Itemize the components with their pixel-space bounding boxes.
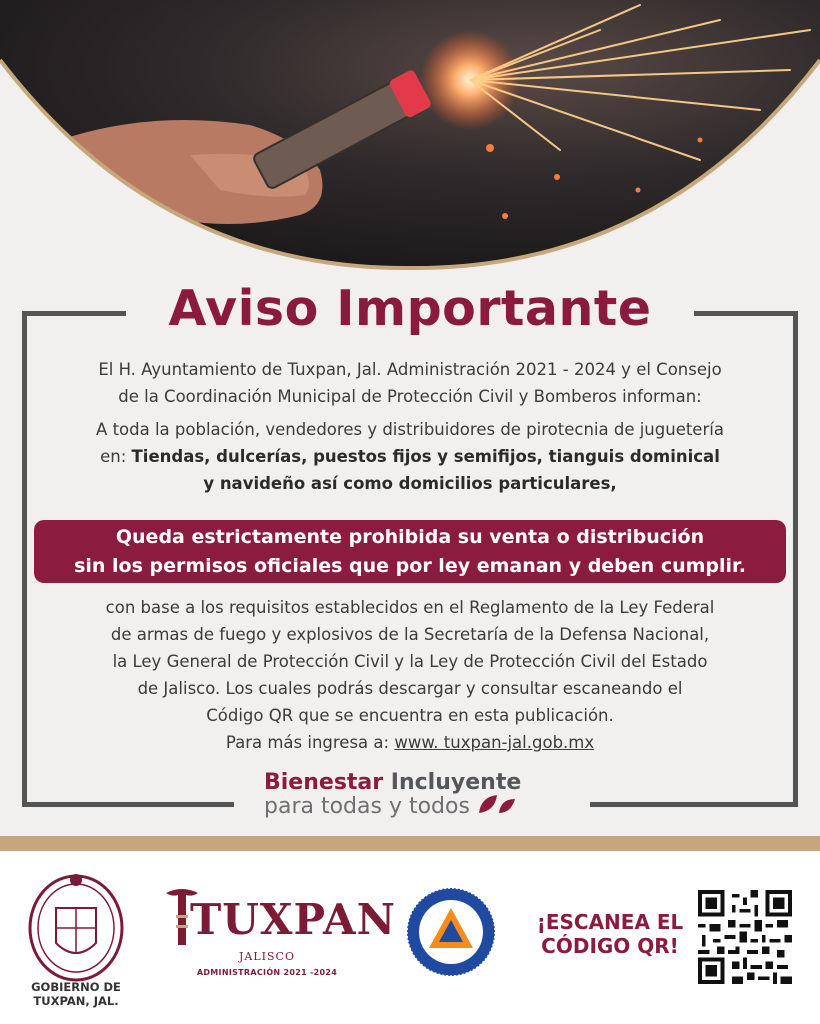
gobierno-caption: [14, 980, 138, 1008]
intro-line: [30, 443, 790, 470]
banner-line: Queda estrictamente prohibida su venta o distribución: [115, 526, 705, 548]
intro-line: [30, 470, 790, 497]
frame-left: [22, 311, 27, 807]
website-link[interactable]: www. tuxpan-jal.gob.mx: [394, 733, 595, 752]
gobierno-seal-icon: [26, 868, 126, 984]
prohibition-banner: [34, 520, 786, 583]
scan-line: ¡ESCANEA EL: [536, 910, 684, 934]
tuxpan-state: JALISCO: [239, 950, 295, 963]
intro-line: A toda la población, vendedores y distribuidores de pirotecnia de juguetería: [96, 420, 724, 439]
intro-bold-text: y navideño así como domicilios particulares,: [203, 474, 617, 493]
frame-right: [793, 311, 798, 807]
tuxpan-logo: [162, 880, 396, 990]
leaf-icon: [477, 793, 517, 817]
qr-code-icon[interactable]: [698, 890, 792, 984]
footer-gold-band: [0, 836, 820, 851]
details-line: [30, 729, 790, 756]
slogan-line-1: [264, 770, 564, 795]
scan-line: CÓDIGO QR!: [541, 934, 679, 958]
tuxpan-wordmark: TUXPAN: [190, 895, 396, 944]
frame-bottom-right: [590, 802, 798, 807]
hero-firecracker-photo: [0, 0, 820, 270]
intro-line: de la Coordinación Municipal de Protección Civil y Bomberos informan:: [118, 387, 702, 406]
intro-line: El H. Ayuntamiento de Tuxpan, Jal. Administración 2021 - 2024 y el Consejo: [98, 360, 722, 379]
scan-qr-callout: [530, 910, 690, 958]
intro-prefix: en:: [100, 447, 132, 466]
banner-line: sin los permisos oficiales que por ley emanan y deben cumplir.: [74, 555, 746, 577]
website-prefix: Para más ingresa a:: [225, 733, 395, 752]
tuxpan-admin: ADMINISTRACIÓN 2021 -2024: [196, 968, 338, 977]
gobierno-caption-line: GOBIERNO DE: [31, 980, 121, 994]
slogan-word-incluyente: Incluyente: [390, 770, 522, 795]
details-paragraph: [30, 594, 790, 756]
details-line: Código QR que se encuentra en esta publicación.: [206, 706, 614, 725]
slogan-word-bienestar: Bienestar: [264, 770, 384, 795]
details-line: de armas de fuego y explosivos de la Secretaría de la Defensa Nacional,: [110, 625, 710, 644]
details-line: la Ley General de Protección Civil y la Ley de Protección Civil del Estado: [112, 652, 708, 671]
slogan-line-2: [264, 793, 564, 819]
gobierno-caption-line: TUXPAN, JAL.: [33, 994, 119, 1008]
details-line: con base a los requisitos establecidos en el Reglamento de la Ley Federal: [105, 598, 715, 617]
page-title: Aviso Importante: [168, 280, 652, 337]
intro-paragraph: [30, 356, 790, 497]
frame-bottom-left: [22, 802, 234, 807]
slogan-subtext: para todas y todos: [264, 794, 470, 819]
slogan: [264, 770, 564, 819]
proteccion-civil-logo-icon: [405, 886, 497, 978]
details-line: de Jalisco. Los cuales podrás descargar y consultar escaneando el: [137, 679, 683, 698]
intro-bold-text: Tiendas, dulcerías, puestos fijos y semifijos, tianguis dominical: [131, 447, 720, 466]
